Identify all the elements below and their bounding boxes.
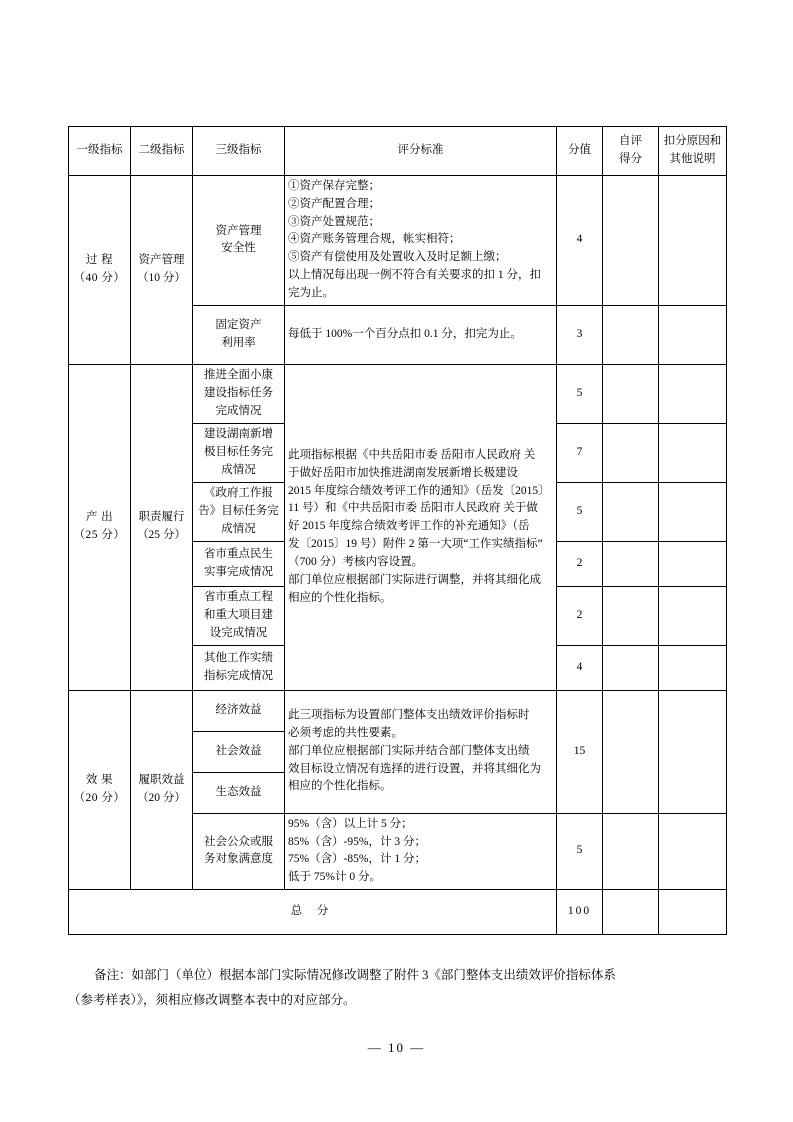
cell-level3-other-performance xyxy=(193,645,285,690)
criteria-line: 95%（含）以上计 5 分； xyxy=(288,817,413,830)
cell-level3-government-report xyxy=(193,482,285,541)
level1-line1: 过 程 xyxy=(85,254,114,267)
level3-line: 省市重点民生 xyxy=(204,547,273,560)
cell-self-score[interactable] xyxy=(603,541,659,586)
cell-criteria-satisfaction xyxy=(285,813,557,889)
cell-remark[interactable] xyxy=(659,813,727,889)
header-self-score-line2: 得分 xyxy=(619,153,642,165)
level2-line2: （20 分） xyxy=(137,791,186,804)
cell-remark[interactable] xyxy=(659,541,727,586)
level3-line: 完成情况 xyxy=(215,404,262,417)
criteria-line: 完为止。 xyxy=(288,286,334,299)
level2-line2: （10 分） xyxy=(137,271,186,284)
cell-level1-output xyxy=(69,364,131,690)
header-remark xyxy=(659,127,727,176)
criteria-line: 75%（含）-85%，计 1 分； xyxy=(288,853,426,866)
cell-self-score[interactable] xyxy=(603,176,659,306)
cell-level3-economic-benefit xyxy=(193,690,285,731)
criteria-line: 部门单位应根据部门实际并结合部门整体支出绩 xyxy=(288,744,530,757)
criteria-line: 此项指标根据《中共岳阳市委 岳阳市人民政府 关 xyxy=(288,449,536,462)
page-number: — 10 — xyxy=(367,1040,426,1055)
cell-score-effect-merged: 15 xyxy=(557,690,603,813)
level1-line2: （40 分） xyxy=(73,271,126,284)
criteria-line: 好 2015 年度综合绩效考评工作的补充通知》（岳 xyxy=(288,520,530,533)
cell-level3-xiaokang xyxy=(193,364,285,423)
cell-self-score[interactable] xyxy=(603,305,659,364)
criteria-line: 相应的个性化指标。 xyxy=(288,591,392,604)
criteria-line: ③资产处置规范； xyxy=(288,215,380,228)
criteria-line: 85%（含）-95%，计 3 分； xyxy=(288,835,426,848)
level1-line1: 效 果 xyxy=(85,774,114,786)
level3-line: 其他工作实绩 xyxy=(204,651,273,664)
footnote xyxy=(68,963,718,1013)
cell-level3-ecological-benefit xyxy=(193,772,285,813)
cell-remark[interactable] xyxy=(659,364,727,423)
cell-remark[interactable] xyxy=(659,586,727,645)
total-score: 100 xyxy=(557,889,603,934)
cell-score: 5 xyxy=(557,364,603,423)
cell-score: 5 xyxy=(557,482,603,541)
level3-line: 成情况 xyxy=(221,522,256,535)
table-row xyxy=(69,690,727,731)
cell-level3-key-projects xyxy=(193,586,285,645)
header-score: 分值 xyxy=(557,127,603,176)
level3-line: 固定资产 xyxy=(215,318,262,331)
cell-level1-effect xyxy=(69,690,131,889)
total-remark[interactable] xyxy=(659,889,727,934)
cell-criteria-output-merged xyxy=(285,364,557,690)
cell-self-score[interactable] xyxy=(603,482,659,541)
criteria-line: ①资产保存完整； xyxy=(288,180,380,192)
level3-line: 经济效益 xyxy=(215,703,262,716)
criteria-line: 以上情况每出现一例不符合有关要求的扣 1 分，扣 xyxy=(288,269,541,282)
header-level1: 一级指标 xyxy=(69,127,131,176)
total-label: 总 分 xyxy=(69,889,557,934)
header-level3: 三级指标 xyxy=(193,127,285,176)
cell-criteria-asset-safety xyxy=(285,176,557,306)
cell-level3-asset-safety xyxy=(193,176,285,306)
cell-score: 7 xyxy=(557,423,603,482)
cell-self-score[interactable] xyxy=(603,423,659,482)
criteria-line: 每低于 100%一个百分点扣 0.1 分，扣完为止。 xyxy=(288,327,522,340)
cell-self-score[interactable] xyxy=(603,364,659,423)
level3-line: 设完成情况 xyxy=(209,626,268,639)
criteria-line: 低于 75%计 0 分。 xyxy=(288,871,381,884)
indicator-table xyxy=(68,126,727,935)
cell-self-score[interactable] xyxy=(603,813,659,889)
criteria-line: 11 号）和《中共岳阳市委 岳阳市人民政府 关于做 xyxy=(288,502,538,515)
level2-line1: 履职效益 xyxy=(138,774,185,786)
cell-remark[interactable] xyxy=(659,645,727,690)
level3-line: 成情况 xyxy=(221,463,256,476)
level3-line: 极目标任务完 xyxy=(204,445,273,458)
cell-remark[interactable] xyxy=(659,176,727,306)
level3-line: 《政府工作报 xyxy=(204,486,273,499)
level3-line: 务对象满意度 xyxy=(204,853,273,866)
level3-line: 利用率 xyxy=(221,336,256,349)
cell-score: 4 xyxy=(557,645,603,690)
cell-score: 3 xyxy=(557,305,603,364)
cell-score: 2 xyxy=(557,586,603,645)
level3-line: 实事完成情况 xyxy=(204,565,273,578)
cell-level3-fixed-asset-usage xyxy=(193,305,285,364)
table-row xyxy=(69,176,727,306)
header-remark-line1: 扣分原因和 xyxy=(663,135,722,148)
level1-line2: （25 分） xyxy=(73,529,126,542)
cell-level3-social-benefit xyxy=(193,731,285,772)
criteria-line: ⑤资产有偿使用及处置收入及时足额上缴； xyxy=(288,251,507,264)
table-row xyxy=(69,364,727,423)
cell-self-score[interactable] xyxy=(603,586,659,645)
criteria-line: 2015 年度综合绩效考评工作的通知》（岳发〔2015〕 xyxy=(288,484,550,497)
header-criteria: 评分标准 xyxy=(285,127,557,176)
header-self-score xyxy=(603,127,659,176)
cell-remark[interactable] xyxy=(659,305,727,364)
cell-criteria-fixed-asset-usage xyxy=(285,305,557,364)
cell-level3-hunan-growth xyxy=(193,423,285,482)
cell-criteria-effect-merged xyxy=(285,690,557,813)
criteria-line: ④资产账务管理合规，帐实相符； xyxy=(288,233,461,246)
level3-line: 和重大项目建 xyxy=(204,608,273,621)
cell-score: 5 xyxy=(557,813,603,889)
table-total-row xyxy=(69,889,727,934)
level3-line: 指标完成情况 xyxy=(204,669,273,682)
level3-line: 建设湖南新增 xyxy=(204,427,273,440)
cell-score: 4 xyxy=(557,176,603,306)
level3-line: 生态效益 xyxy=(215,785,262,798)
criteria-line: （700 分）考核内容设置。 xyxy=(288,555,424,568)
level3-line: 推进全面小康 xyxy=(204,368,273,381)
level3-line: 告》目标任务完 xyxy=(198,504,279,517)
level1-line1: 产 出 xyxy=(85,511,114,524)
level3-line: 资产管理 xyxy=(215,224,262,237)
header-level2: 二级指标 xyxy=(131,127,193,176)
cell-remark[interactable] xyxy=(659,690,727,813)
header-self-score-line1: 自评 xyxy=(619,135,642,148)
criteria-line: 发〔2015〕19 号）附件 2 第一大项“工作实绩指标” xyxy=(288,538,543,551)
level3-line: 社会公众或服 xyxy=(204,835,273,848)
level3-line: 省市重点工程 xyxy=(204,590,273,603)
total-self-score[interactable] xyxy=(603,889,659,934)
indicator-table-wrapper xyxy=(68,126,726,935)
level1-line2: （20 分） xyxy=(73,791,126,804)
criteria-line: 部门单位应根据部门实际进行调整，并将其细化成 xyxy=(288,573,541,586)
criteria-line: 于做好岳阳市加快推进湖南发展新增长极建设 xyxy=(288,466,518,479)
cell-level2-asset-management xyxy=(131,176,193,365)
table-header-row xyxy=(69,127,727,176)
cell-level2-duty-performance xyxy=(131,364,193,690)
cell-level1-process xyxy=(69,176,131,365)
level2-line2: （25 分） xyxy=(137,529,186,542)
cell-level2-duty-benefit xyxy=(131,690,193,889)
level2-line1: 资产管理 xyxy=(138,254,185,267)
cell-level3-livelihood xyxy=(193,541,285,586)
cell-remark[interactable] xyxy=(659,482,727,541)
criteria-line: 此三项指标为设置部门整体支出绩效评价指标时 xyxy=(288,709,530,722)
level3-line: 安全性 xyxy=(221,242,256,255)
criteria-line: ②资产配置合理； xyxy=(288,197,380,210)
criteria-line: 相应的个性化指标。 xyxy=(288,780,392,793)
footnote-line1: 备注：如部门（单位）根据本部门实际情况修改调整了附件 3《部门整体支出绩效评价指标体系 xyxy=(94,968,616,982)
cell-self-score[interactable] xyxy=(603,645,659,690)
level3-line: 建设指标任务 xyxy=(204,386,273,399)
cell-self-score[interactable] xyxy=(603,690,659,813)
cell-level3-satisfaction xyxy=(193,813,285,889)
level3-line: 社会效益 xyxy=(215,744,262,757)
cell-remark[interactable] xyxy=(659,423,727,482)
footnote-line2: （参考样表）》，须相应修改调整本表中的对应部分。 xyxy=(68,993,356,1007)
cell-score: 2 xyxy=(557,541,603,586)
level2-line1: 职责履行 xyxy=(138,511,185,524)
criteria-line: 必须考虑的共性要素。 xyxy=(288,726,403,739)
header-remark-line2: 其他说明 xyxy=(669,153,716,165)
criteria-line: 效目标设立情况有选择的进行设置，并将其细化为 xyxy=(288,762,541,775)
